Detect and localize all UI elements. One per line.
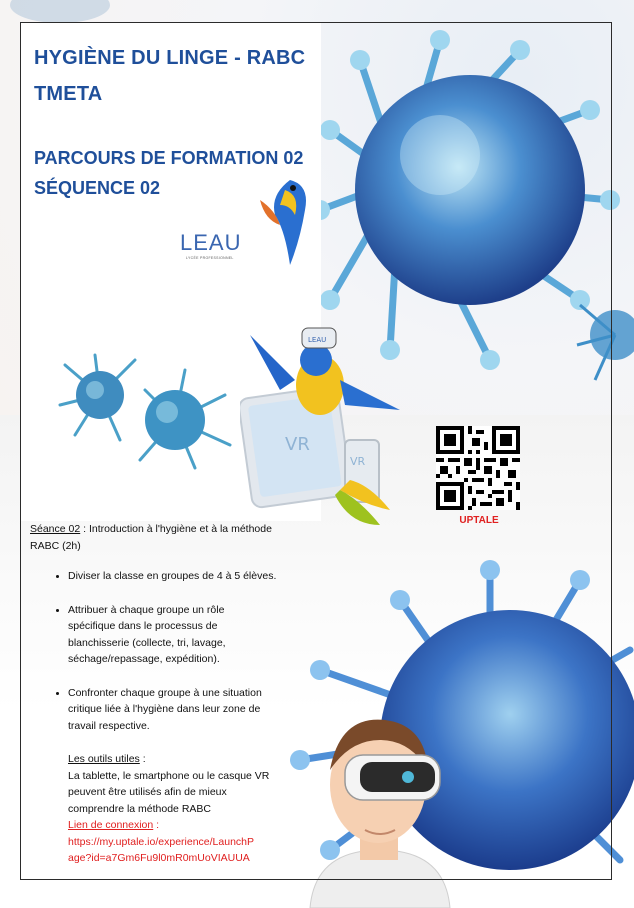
- connection-url-line1[interactable]: https://my.uptale.io/experience/LaunchP: [68, 835, 255, 848]
- list-item: [68, 602, 295, 668]
- tools-section: [68, 751, 295, 867]
- seance-label: Séance 02: [30, 523, 81, 535]
- list-item: [68, 568, 295, 585]
- bullet-2-line-3: blanchisserie (collecte, tri, lavage,: [68, 636, 226, 649]
- seance-text-line2: RABC (2h): [30, 539, 81, 552]
- logo-text: LEAU: [180, 230, 242, 255]
- tools-line1: La tablette, le smartphone ou le casque VR: [68, 769, 270, 782]
- subtitle-line1: PARCOURS DE FORMATION 02: [34, 148, 304, 168]
- connection-url-line2[interactable]: age?id=a7Gm6Fu9l0mR0mUoVIAUUA: [68, 852, 250, 864]
- tools-line3: comprendre la méthode RABC: [68, 802, 211, 815]
- bullet-3-line-2: critique liée à l'hygiène dans leur zone de: [68, 703, 261, 715]
- bullet-3-line-1: Confronter chaque groupe à une situation: [68, 686, 262, 699]
- seance-text-line1: : Introduction à l'hygiène et à la méthode: [80, 523, 272, 535]
- bullet-2-line-4: séchage/repassage, expédition).: [68, 653, 220, 665]
- logo-subtitle: LYCÉE PROFESSIONNEL: [186, 256, 234, 260]
- connection-link-suffix: :: [153, 819, 160, 831]
- seance-heading: [30, 521, 295, 554]
- tools-line2: peuvent être utilisés afin de mieux: [68, 786, 227, 798]
- phone-vr-label: VR: [350, 455, 366, 468]
- bullet-2-line-1: Attribuer à chaque groupe un rôle: [68, 603, 225, 616]
- page-title-line1: HYGIÈNE DU LINGE - RABC: [34, 47, 306, 69]
- headset-logo-label: LEAU: [308, 336, 327, 344]
- bullet-1-line-1: Diviser la classe en groupes de 4 à 5 élèves.: [68, 570, 277, 582]
- bullet-2-line-2: spécifique dans le processus de: [68, 620, 218, 632]
- qr-label-uptale: UPTALE: [459, 515, 499, 526]
- tablet-vr-label: VR: [285, 434, 310, 455]
- list-item: [68, 685, 295, 735]
- bullet-3-line-3: travail respective.: [68, 719, 150, 732]
- connection-link-label: Lien de connexion: [68, 819, 154, 831]
- tools-heading-suffix: :: [139, 753, 146, 765]
- seance-content: [30, 521, 295, 867]
- subtitle-line2: SÉQUENCE 02: [34, 178, 161, 198]
- activity-list: [30, 568, 295, 734]
- tools-heading: Les outils utiles: [68, 753, 140, 765]
- page-title-line2: TMETA: [34, 83, 103, 105]
